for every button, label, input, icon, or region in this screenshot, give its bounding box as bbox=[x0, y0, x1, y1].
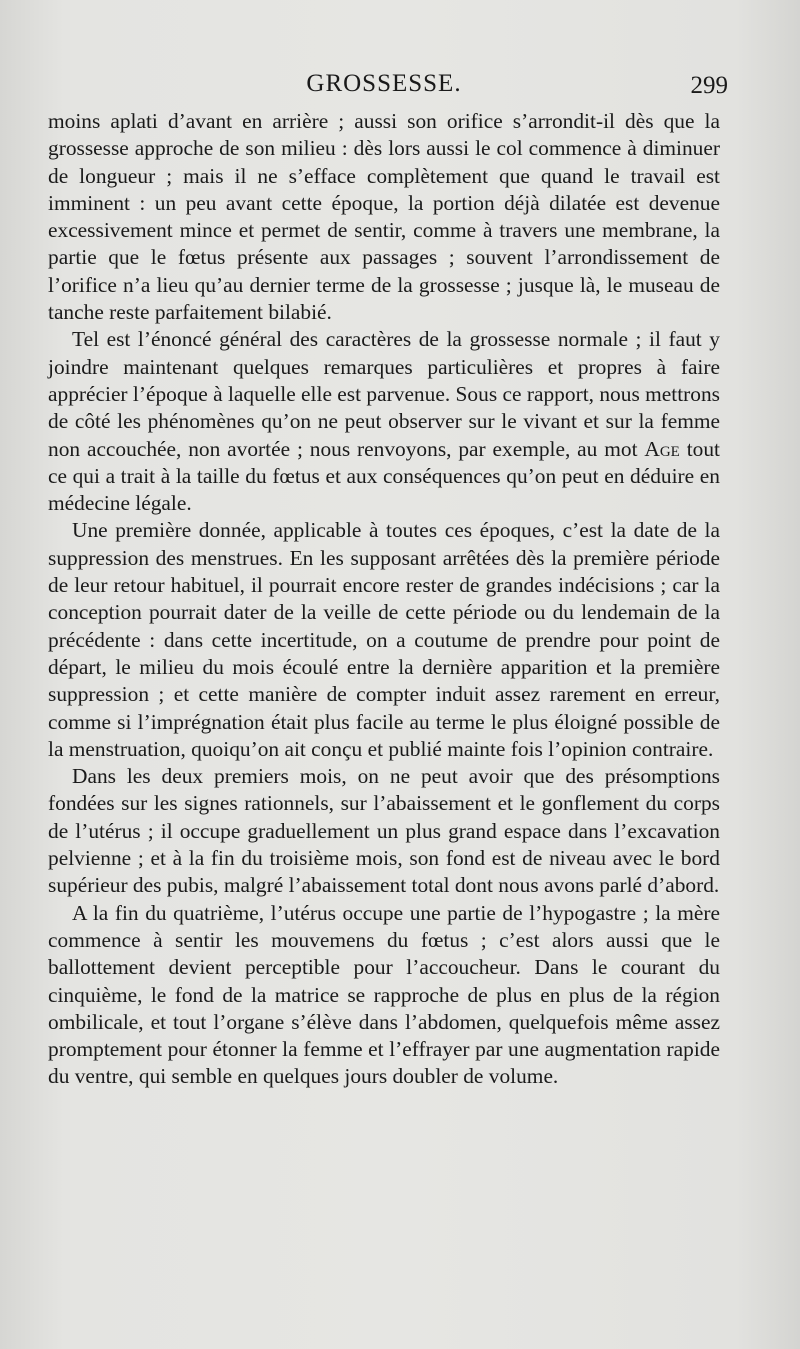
paragraph-1: moins aplati d’avant en arrière ; aussi son orifice s’arrondit-il dès que la grossesse approche de son milieu : dès lors aussi le col commence à diminuer de longueur ; mais il ne s’efface complètement que quand le travail est imminent : un peu avant cette époque, la portion déjà dilatée est devenue excessivement mince et permet de sentir, comme à travers une membrane, la partie que le fœtus présente aux passages ; souvent l’arrondissement de l’orifice n’a lieu qu’au dernier terme de la grossesse ; jusque là, le museau de tanche reste parfaitement bilabié. bbox=[48, 109, 720, 325]
paragraph-2 bbox=[48, 326, 720, 517]
paragraph-5: A la fin du quatrième, l’utérus occupe une partie de l’hypogastre ; la mère commence à sentir les mouvemens du fœtus ; c’est alors aussi que le ballottement devient perceptible pour l’accoucheur. Dans le courant du cinquième, le fond de la matrice se rapproche de plus en plus de la région ombilicale, et tout l’organe s’élève dans l’abdomen, quelquefois même assez promptement pour étonner la femme et l’effrayer par une augmentation rapide du ventre, qui semble en quelques jours doubler de volume. bbox=[48, 900, 720, 1089]
page-number: 299 bbox=[690, 72, 728, 99]
cross-reference-age: Age bbox=[644, 436, 680, 461]
page-header bbox=[48, 66, 728, 104]
paragraph-2-text: Tel est l’énoncé général des caractères de la grossesse normale ; il faut y joindre maintenant quelques remarques particulières et propres à faire apprécier l’époque à laquelle elle est parvenue. Sous ce rapport, nous mettrons de côté les phénomènes qu’on ne peut observer sur le vivant et sur la femme non accouchée, non avortée ; nous renvoyons, par exemple, au mot bbox=[48, 327, 720, 461]
running-title: GROSSESSE. bbox=[306, 70, 462, 97]
paragraph-3: Une première donnée, applicable à toutes ces époques, c’est la date de la suppression des menstrues. En les supposant arrêtées dès la première période de leur retour habituel, il pourrait encore rester de grandes indécisions ; car la conception pourrait dater de la veille de cette période ou du lendemain de la précédente : dans cette incertitude, on a coutume de prendre pour point de départ, le milieu du mois écoulé entre la dernière apparition et la première suppression ; et cette manière de compter induit assez rarement en erreur, comme si l’imprégnation était plus facile au terme le plus éloigné possible de la menstruation, quoiqu’on ait conçu et publié mainte fois l’opinion contraire. bbox=[48, 518, 720, 761]
paragraph-4: Dans les deux premiers mois, on ne peut avoir que des présomptions fondées sur les signes rationnels, sur l’abaissement et le gonflement du corps de l’utérus ; il occupe graduellement un plus grand espace dans l’excavation pelvienne ; et à la fin du troisième mois, son fond est de niveau avec le bord supérieur des pubis, malgré l’abaissement total dont nous avons parlé d’abord. bbox=[48, 764, 720, 898]
body-text bbox=[48, 108, 720, 1091]
paragraph-2-tail: tout ce qui a trait à la taille du fœtus et aux conséquences qu’on peut en déduire en médecine légale. bbox=[48, 436, 720, 516]
